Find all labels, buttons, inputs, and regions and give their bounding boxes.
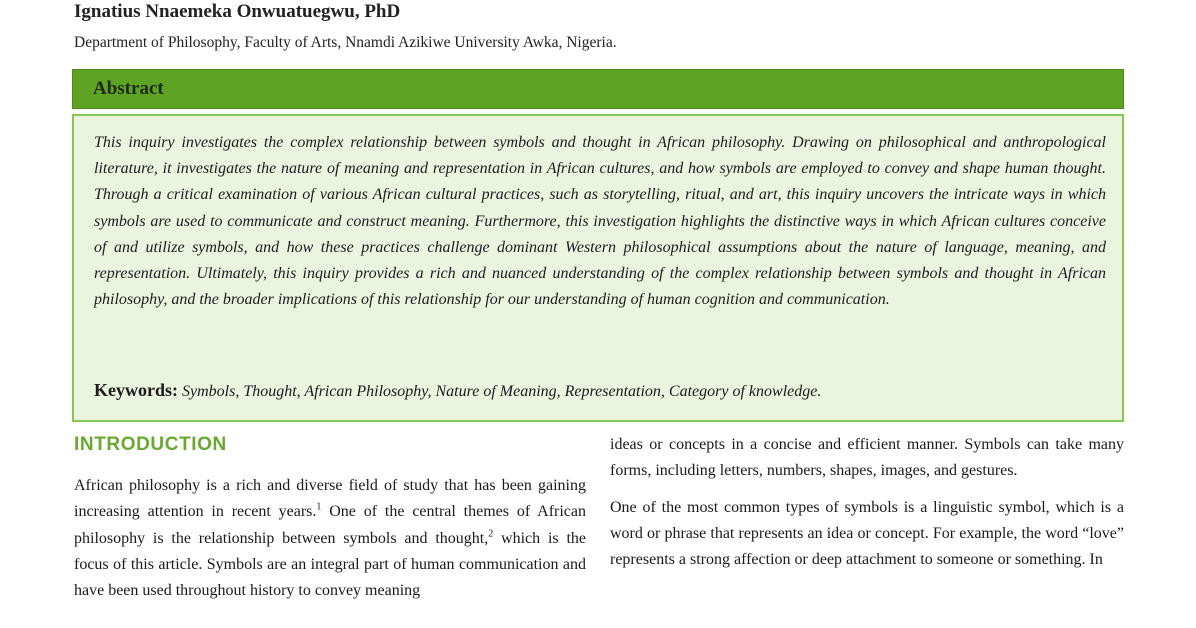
right-paragraph-2: One of the most common types of symbols is a linguistic symbol, which is a word or phrase that represents an idea or concept. For example, the word “love” represents a strong affection or deep attachment to someone or something. In <box>610 498 1124 569</box>
intro-text-part2: One of the central themes of African philosophy is the relationship between symbols and thought, <box>74 503 587 547</box>
abstract-title: Abstract <box>93 78 164 99</box>
keywords-line <box>94 378 1106 404</box>
abstract-header <box>72 69 1124 109</box>
abstract-box <box>72 114 1124 422</box>
footnote-ref-1[interactable]: 1 <box>316 501 322 513</box>
introduction-heading: INTRODUCTION <box>74 434 227 455</box>
keywords-label: Keywords: <box>94 380 178 400</box>
author-affiliation: Department of Philosophy, Faculty of Arts, Nnamdi Azikiwe University Awka, Nigeria. <box>74 34 617 51</box>
abstract-text: This inquiry investigates the complex relationship between symbols and thought in African philosophy. Drawing on philosophical and anthropological literature, it investigates the nature of meaning and representation in African cultures, and how symbols are employed to convey and shape human thought. Through a critical examination of various African cultural practices, such as storytelling, ritual, and art, this inquiry uncovers the intricate ways in which symbols are used to communicate and construct meaning. Furthermore, this investigation highlights the distinctive ways in which African cultures conceive of and utilize symbols, and how these practices challenge dominant Western philosophical assumptions about the nature of language, meaning, and representation. Ultimately, this inquiry provides a rich and nuanced understanding of the complex relationship between symbols and thought in African philosophy, and the broader implications of this relationship for our understanding of human cognition and communication. <box>94 134 1106 309</box>
keywords-list: Symbols, Thought, African Philosophy, Nature of Meaning, Representation, Category of knowledge. <box>182 383 822 400</box>
right-column <box>610 432 1124 583</box>
intro-paragraph <box>74 473 586 604</box>
footnote-ref-2[interactable]: 2 <box>488 528 494 540</box>
intro-text-part3: which is the focus of this article. Symbols are an integral part of human communication and have been used throughout history to convey meaning <box>74 529 587 600</box>
right-paragraph-1: ideas or concepts in a concise and efficient manner. Symbols can take many forms, including letters, numbers, shapes, images, and gestures. <box>610 436 1124 480</box>
intro-text-part1: African philosophy is a rich and diverse field of study that has been gaining increasing attention in recent years. <box>74 477 586 521</box>
left-column <box>74 473 586 604</box>
author-name: Ignatius Nnaemeka Onwuatuegwu, PhD <box>74 1 401 22</box>
